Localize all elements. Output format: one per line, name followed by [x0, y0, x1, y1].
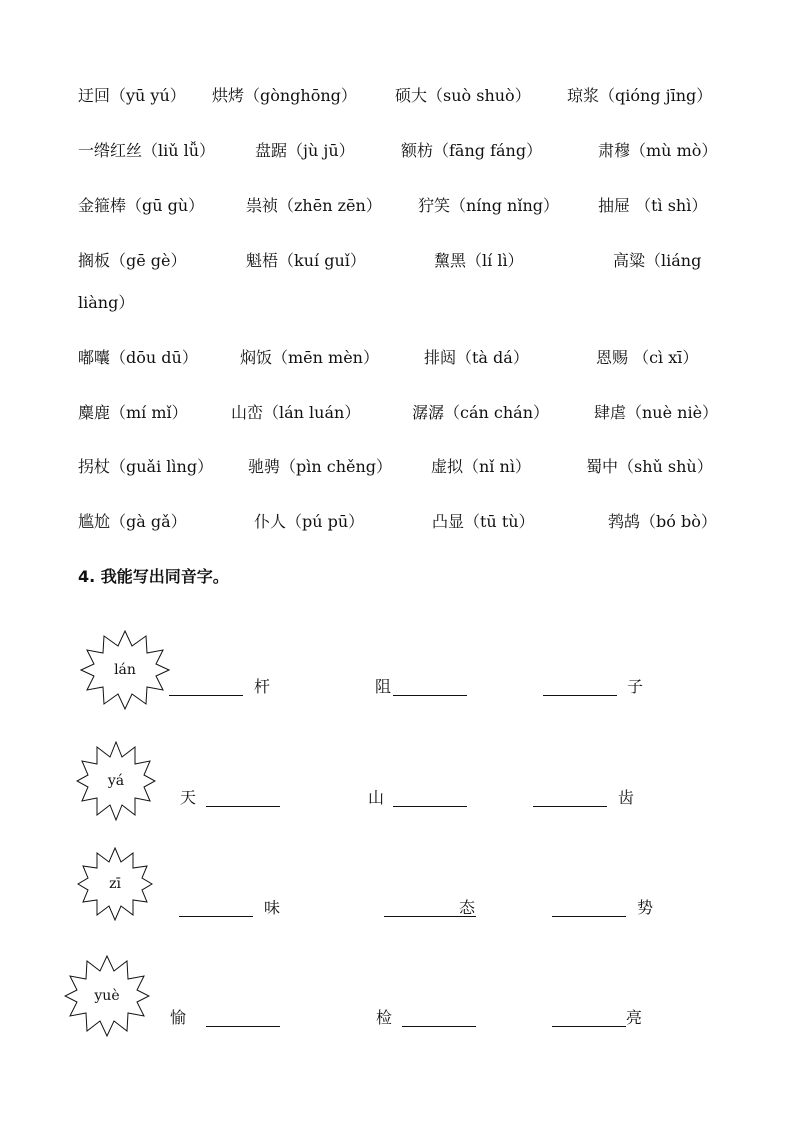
pinyin-item: 硕大（suò shuò）	[395, 86, 531, 105]
pinyin-label: yuè	[94, 988, 120, 1004]
word-char: 阻	[375, 677, 392, 696]
answer-blank[interactable]	[179, 916, 253, 917]
pinyin-item: 烘烤（gònghōng）	[212, 86, 357, 105]
word-char: 愉	[170, 1008, 187, 1027]
answer-blank[interactable]	[402, 1026, 476, 1027]
pinyin-item: 鹁鸪（bó bò）	[608, 512, 717, 531]
pinyin-label: yá	[107, 773, 125, 789]
pinyin-label: lán	[114, 662, 136, 678]
exercise-row	[0, 1004, 794, 1032]
pinyin-item: 焖饭（mēn mèn）	[240, 348, 379, 367]
word-char: 检	[376, 1008, 393, 1027]
pinyin-row	[0, 508, 794, 536]
word-char: 势	[637, 898, 654, 917]
pinyin-item: 迂回（yū yú）	[78, 86, 186, 105]
pinyin-item: 虚拟（nǐ nì）	[431, 457, 531, 476]
pinyin-item: 肃穆（mù mò）	[598, 141, 718, 160]
exercise-row	[0, 894, 794, 922]
answer-blank[interactable]	[552, 916, 626, 917]
pinyin-row	[0, 137, 794, 165]
pinyin-item: 盘踞（jù jū）	[255, 141, 355, 160]
answer-blank[interactable]	[169, 695, 243, 696]
pinyin-item: 黧黑（lí lì）	[434, 251, 524, 270]
pinyin-item: 高粱（liáng	[613, 251, 702, 270]
exercise-row	[0, 784, 794, 812]
pinyin-row	[0, 192, 794, 220]
word-char: 山	[368, 788, 385, 807]
pinyin-item: 凸显（tū tù）	[432, 512, 535, 531]
pinyin-item: 麋鹿（mí mǐ）	[78, 403, 188, 422]
pinyin-item: 搁板（gē gè）	[78, 251, 187, 270]
pinyin-item: 一绺红丝（liǔ lǚ）	[78, 141, 216, 160]
word-char: 杆	[254, 677, 271, 696]
pinyin-row	[0, 247, 794, 275]
pinyin-item: 琼浆（qióng jīng）	[567, 86, 713, 105]
pinyin-item: 肆虐（nuè niè）	[594, 403, 719, 422]
pinyin-item: 拐杖（guǎi lìng）	[78, 457, 214, 476]
word-char: 味	[264, 898, 281, 917]
word-char: 态	[459, 898, 476, 917]
pinyin-row	[0, 453, 794, 481]
pinyin-label: zī	[109, 876, 121, 892]
pinyin-item: 抽屉 （tì shì）	[598, 196, 708, 215]
pinyin-row	[0, 289, 794, 317]
pinyin-row	[0, 344, 794, 372]
answer-blank[interactable]	[206, 1026, 280, 1027]
pinyin-item: 魁梧（kuí guǐ）	[246, 251, 366, 270]
answer-blank[interactable]	[206, 806, 280, 807]
word-char: 亮	[626, 1008, 643, 1027]
pinyin-row	[0, 82, 794, 110]
pinyin-item: 额枋（fāng fáng）	[401, 141, 543, 160]
answer-blank[interactable]	[533, 806, 607, 807]
pinyin-item: 仆人（pú pū）	[254, 512, 365, 531]
pinyin-item: 嘟囔（dōu dū）	[78, 348, 198, 367]
pinyin-item: 蜀中（shǔ shù）	[586, 457, 713, 476]
pinyin-item: 祟祯（zhēn zēn）	[246, 196, 382, 215]
answer-blank[interactable]	[393, 806, 467, 807]
pinyin-item: 驰骋（pìn chěng）	[248, 457, 393, 476]
word-char: 子	[627, 677, 644, 696]
pinyin-row	[0, 399, 794, 427]
pinyin-item: 狞笑（níng nǐng）	[418, 196, 560, 215]
word-char: 天	[180, 788, 197, 807]
word-char: 齿	[618, 788, 635, 807]
section-heading: 4. 我能写出同音字。	[78, 567, 229, 586]
answer-blank[interactable]	[552, 1026, 626, 1027]
pinyin-item: 金箍棒（gū gù）	[78, 196, 205, 215]
pinyin-item: 恩赐 （cì xī）	[596, 348, 699, 367]
exercise-row	[0, 673, 794, 701]
pinyin-item: 排闼（tà dá）	[424, 348, 529, 367]
answer-blank[interactable]	[393, 695, 467, 696]
pinyin-item: liàng）	[78, 293, 135, 312]
pinyin-item: 潺潺（cán chán）	[412, 403, 550, 422]
pinyin-item: 山峦（lán luán）	[231, 403, 361, 422]
answer-blank[interactable]	[543, 695, 617, 696]
pinyin-item: 尴尬（gà gǎ）	[78, 512, 187, 531]
